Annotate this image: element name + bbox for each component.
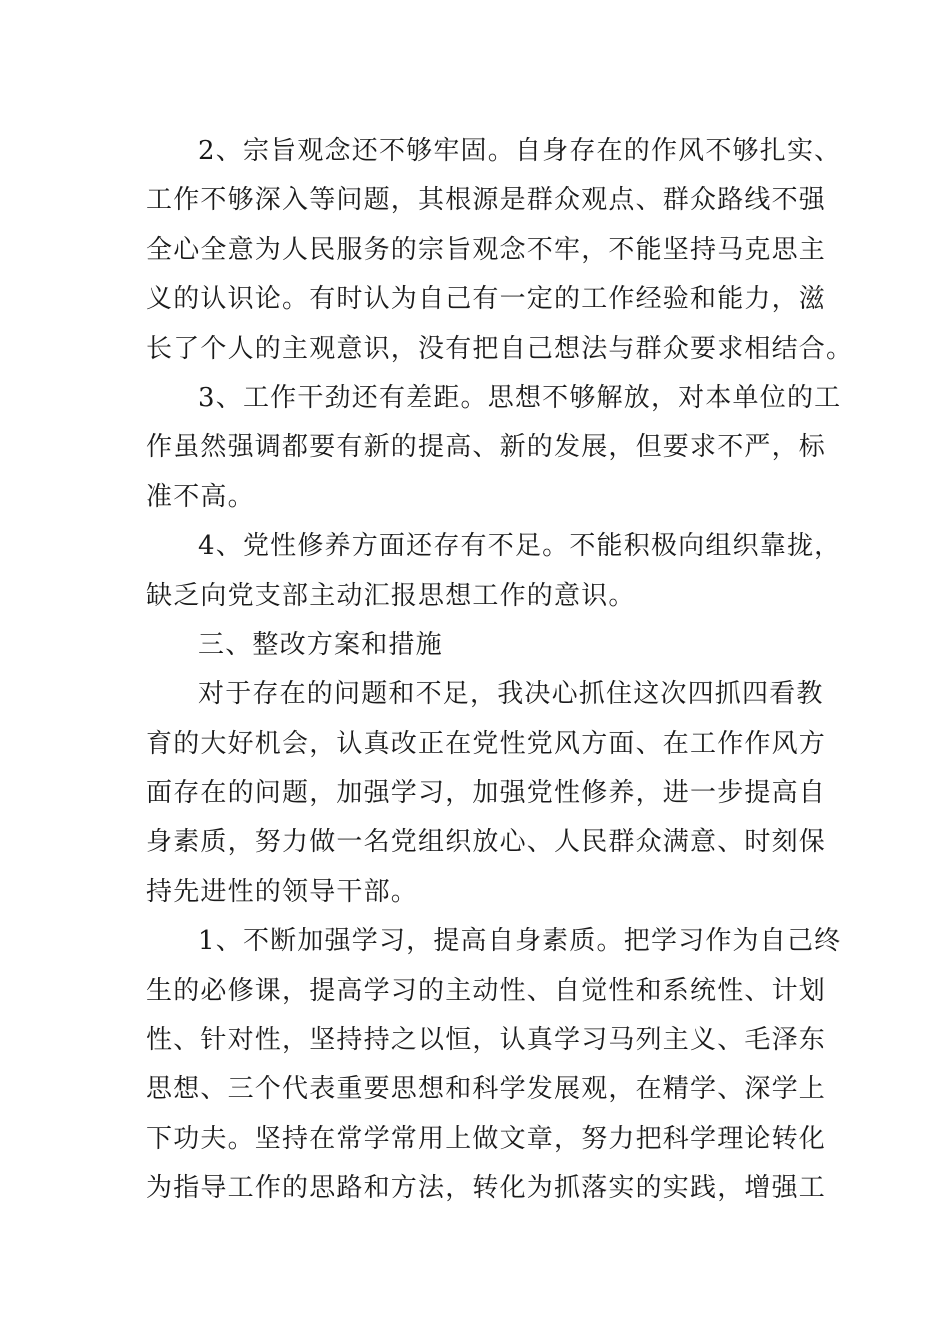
measure-1-line-4: 思想、三个代表重要思想和科学发展观，在精学、深学上 [146,1074,827,1105]
paragraph-2-line-3: 全心全意为人民服务的宗旨观念不牢，不能坚持马克思主 [146,234,827,265]
section-heading: 三、整改方案和措施 [198,629,443,660]
paragraph-2-line-4: 义的认识论。有时认为自己有一定的工作经验和能力，滋 [146,284,827,315]
measure-1-line-1: 1、不断加强学习，提高自身素质。把学习作为自己终 [198,926,842,957]
intro-paragraph-line-1: 对于存在的问题和不足，我决心抓住这次四抓四看教 [198,679,824,710]
paragraph-4-line-1: 4、党性修养方面还存有不足。不能积极向组织靠拢， [198,531,842,562]
paragraph-3-line-1: 3、工作干劲还有差距。思想不够解放，对本单位的工 [198,382,842,413]
intro-paragraph-line-2: 育的大好机会，认真改正在党性党风方面、在工作作风方 [146,728,827,759]
paragraph-2-line-1: 2、宗旨观念还不够牢固。自身存在的作风不够扎实、 [198,136,842,166]
measure-1-line-2: 生的必修课，提高学习的主动性、自觉性和系统性、计划 [146,975,827,1006]
paragraph-3-line-2: 作虽然强调都要有新的提高、新的发展，但要求不严，标 [146,432,827,463]
intro-paragraph-line-4: 身素质，努力做一名党组织放心、人民群众满意、时刻保 [146,827,827,858]
intro-paragraph-line-5: 持先进性的领导干部。 [146,876,419,907]
paragraph-3-line-3: 准不高。 [146,481,255,512]
measure-1-line-5: 下功夫。坚持在常学常用上做文章，努力把科学理论转化 [146,1123,827,1154]
paragraph-2-line-2: 工作不够深入等问题，其根源是群众观点、群众路线不强 [146,185,827,216]
document-body [146,127,854,1214]
paragraph-2-line-5: 长了个人的主观意识，没有把自己想法与群众要求相结合。 [146,333,854,364]
intro-paragraph-line-3: 面存在的问题，加强学习，加强党性修养，进一步提高自 [146,778,827,809]
measure-1-line-3: 性、针对性，坚持持之以恒，认真学习马列主义、毛泽东 [146,1025,827,1056]
measure-1-line-6: 为指导工作的思路和方法，转化为抓落实的实践，增强工 [146,1173,827,1204]
paragraph-4-line-2: 缺乏向党支部主动汇报思想工作的意识。 [146,580,636,611]
